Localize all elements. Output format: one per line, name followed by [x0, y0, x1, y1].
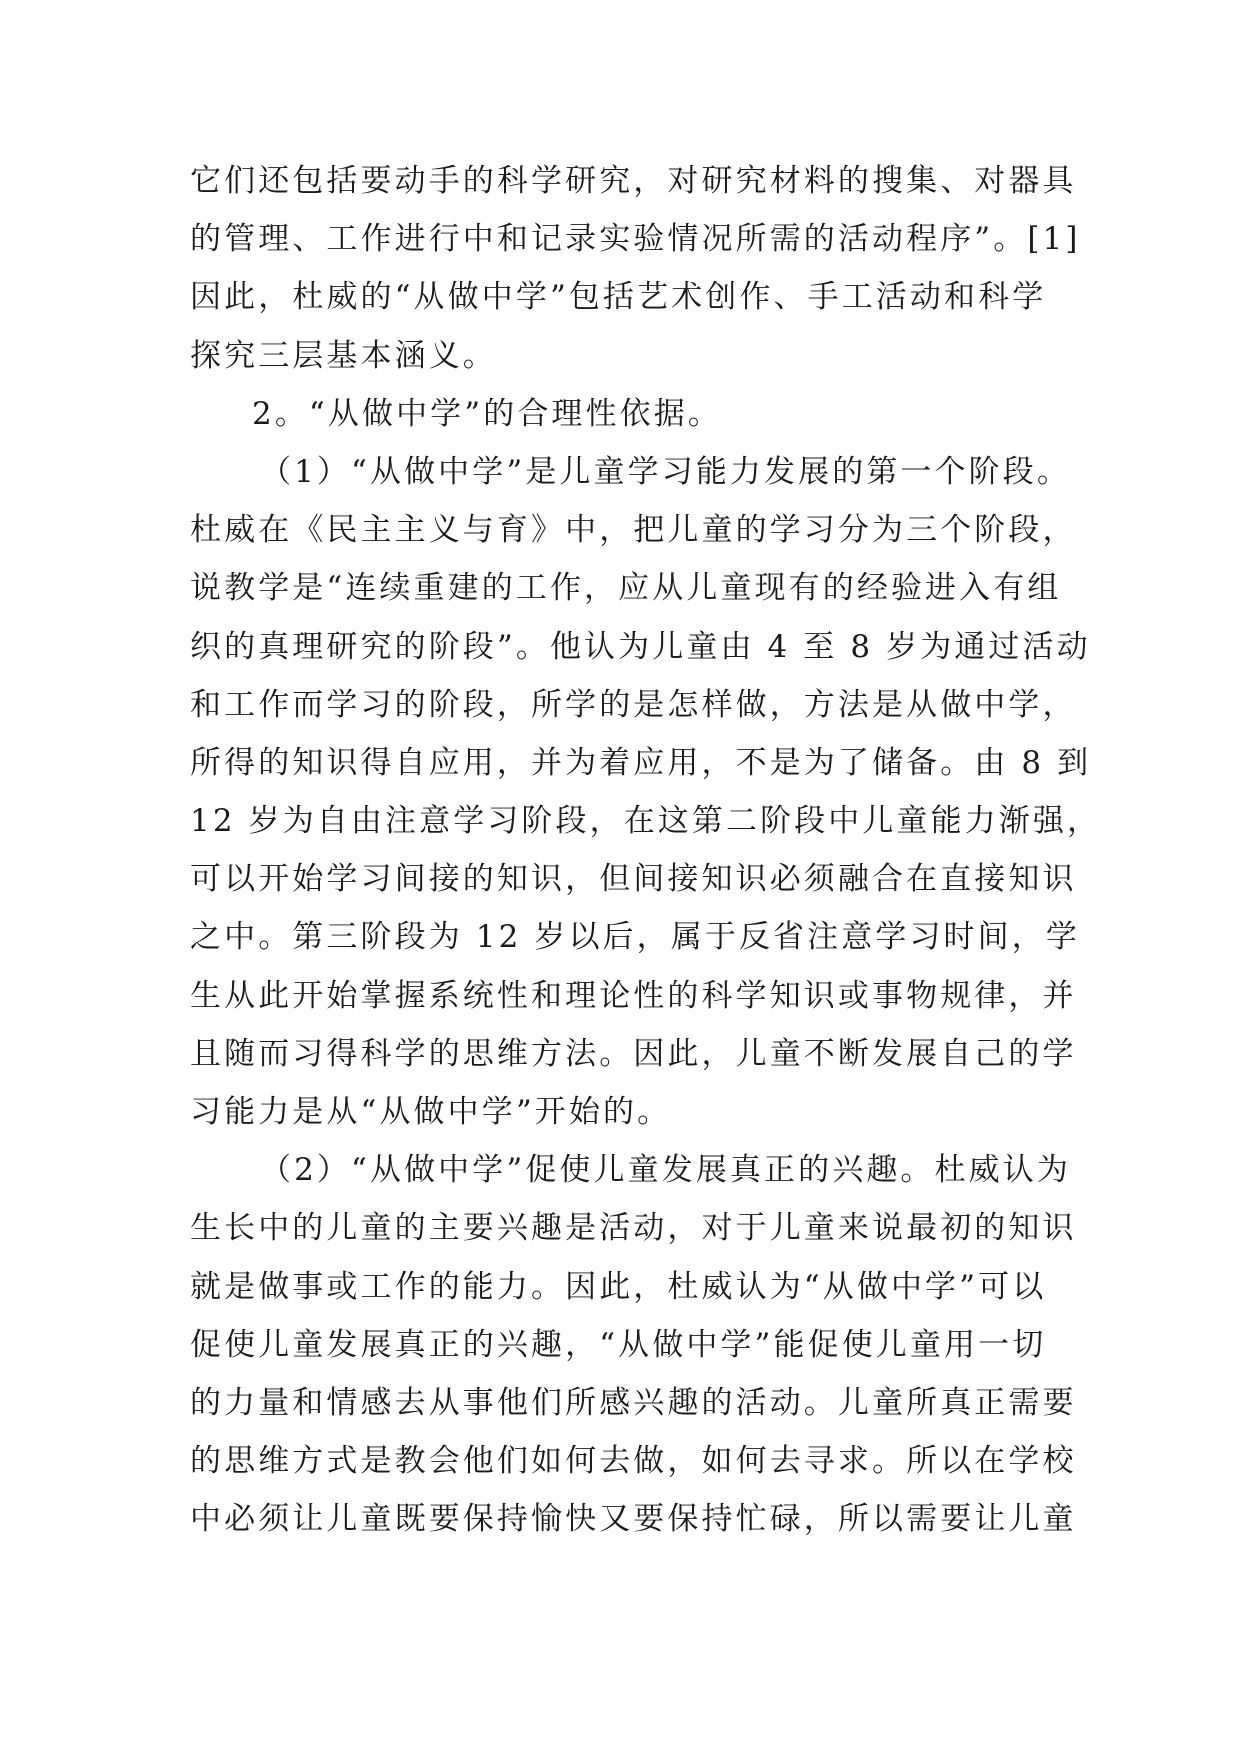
text-line: 就是做事或工作的能力。因此，杜威认为“从做中学”可以: [190, 1268, 1047, 1305]
text-line: 说教学是“连续重建的工作，应从儿童现有的经验进入有组: [190, 570, 1062, 607]
text-line: 因此，杜威的“从做中学”包括艺术创作、手工活动和科学: [190, 279, 1047, 316]
text-line: 习能力是从“从做中学”开始的。: [190, 1094, 672, 1130]
subsection-heading: （1）“从做中学”是儿童学习能力发展的第一个阶段。: [260, 453, 1071, 490]
text-line: 可以开始学习间接的知识，但间接知识必须融合在直接知识: [190, 861, 1077, 898]
subsection-heading: （2）“从做中学”促使儿童发展真正的兴趣。杜威认为: [260, 1152, 1071, 1189]
text-line: 所得的知识得自应用，并为着应用，不是为了储备。由 8 到: [190, 744, 1092, 781]
text-line: 且随而习得科学的思维方法。因此，儿童不断发展自己的学: [190, 1035, 1077, 1072]
text-line: 生长中的儿童的主要兴趣是活动，对于儿童来说最初的知识: [190, 1210, 1077, 1247]
text-line: 生从此开始掌握系统性和理论性的科学知识或事物规律，并: [190, 977, 1077, 1014]
text-line: 它们还包括要动手的科学研究，对研究材料的搜集、对器具: [190, 163, 1077, 199]
text-line: 中必须让儿童既要保持愉快又要保持忙碌，所以需要让儿童: [190, 1501, 1077, 1538]
text-line: 促使儿童发展真正的兴趣，“从做中学”能促使儿童用一切: [190, 1326, 1047, 1363]
text-line: 杜威在《民主主义与育》中，把儿童的学习分为三个阶段，: [190, 512, 1077, 549]
text-line: 的思维方式是教会他们如何去做，如何去寻求。所以在学校: [190, 1443, 1077, 1480]
text-line: 的力量和情感去从事他们所感兴趣的活动。儿童所真正需要: [190, 1384, 1077, 1421]
text-line: 之中。第三阶段为 12 岁以后，属于反省注意学习时间，学: [190, 919, 1080, 956]
text-line: 和工作而学习的阶段，所学的是怎样做，方法是从做中学，: [190, 686, 1077, 723]
body-text: [190, 152, 1102, 1549]
text-line: 探究三层基本涵义。: [190, 337, 497, 374]
text-line: 的管理、工作进行中和记录实验情况所需的活动程序”。[1]: [190, 221, 1081, 258]
section-heading: 2。“从做中学”的合理性依据。: [252, 395, 722, 432]
text-line: 织的真理研究的阶段”。他认为儿童由 4 至 8 岁为通过活动: [190, 628, 1091, 665]
text-line: 12 岁为自由注意学习阶段，在这第二阶段中儿童能力渐强，: [190, 803, 1102, 840]
